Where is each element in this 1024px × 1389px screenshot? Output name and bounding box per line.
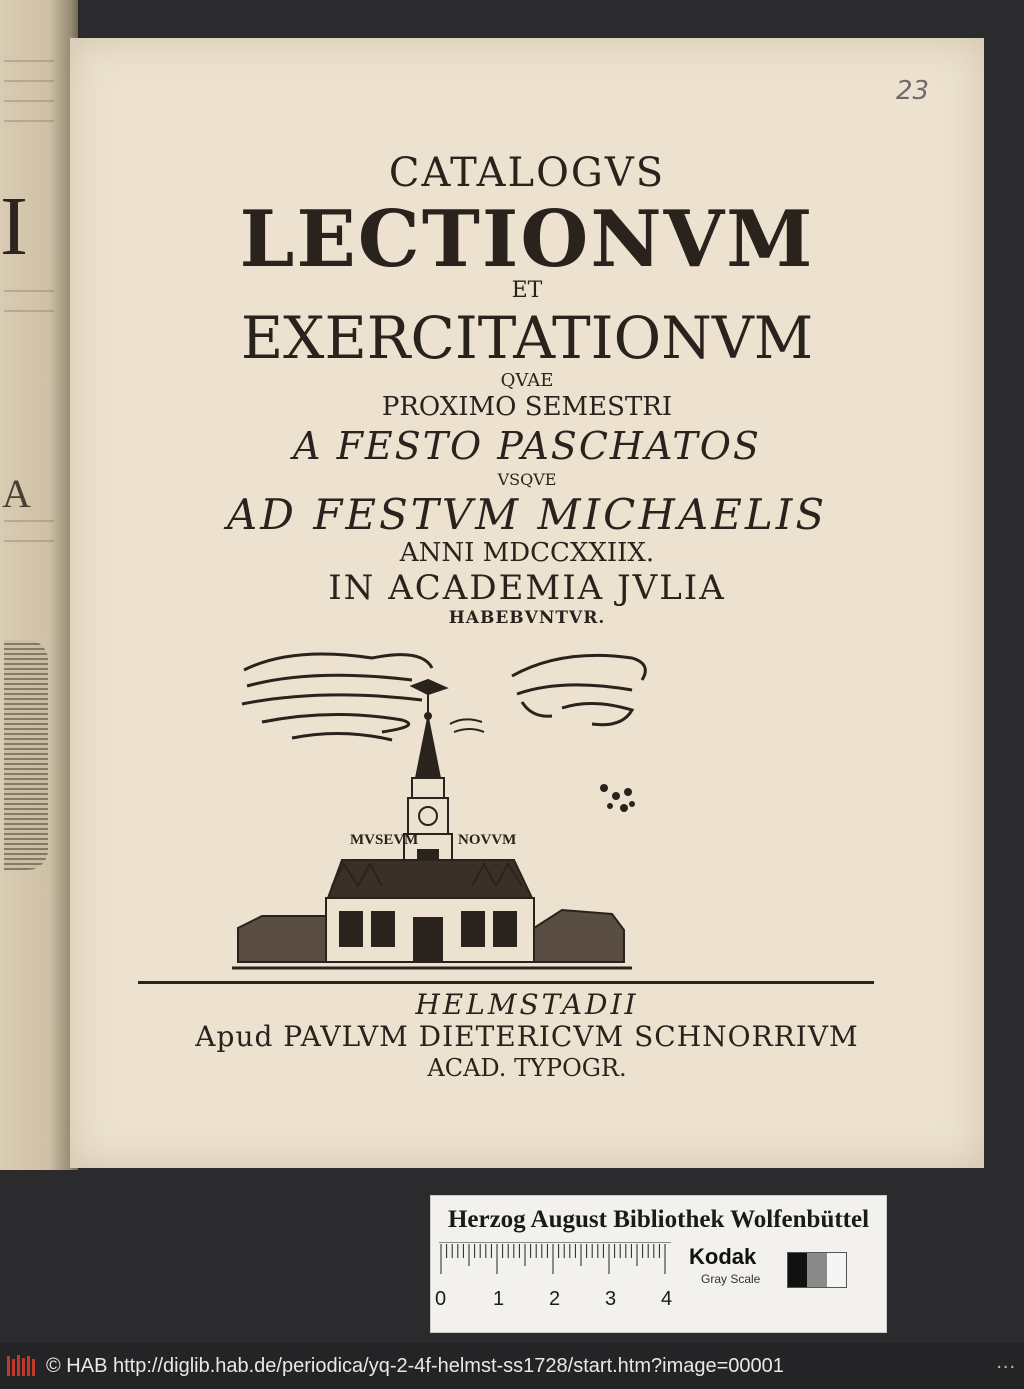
kodak-logo: Kodak	[689, 1244, 757, 1269]
swatch-white	[827, 1253, 846, 1287]
swatch-gray	[807, 1253, 826, 1287]
title-ad-festum: AD FESTVM MICHAELIS	[226, 490, 828, 539]
imprint-title: ACAD. TYPOGR.	[427, 1054, 627, 1082]
title-exercitationum: EXERCITATIONVM	[240, 304, 814, 372]
cloud-left	[242, 654, 432, 740]
hab-logo-icon	[6, 1353, 40, 1379]
woodcut-illustration	[232, 628, 792, 973]
text-line	[4, 520, 54, 522]
left-page-letter: I	[0, 180, 28, 273]
left-page-engraving	[4, 640, 48, 870]
gray-swatches	[787, 1252, 847, 1288]
birds	[600, 784, 635, 812]
copyright-url[interactable]: © HAB http://diglib.hab.de/periodica/yq-2-4f-helmst-ss1728/start.htm?image=00001	[46, 1355, 784, 1377]
title-lectionum: LECTIONVM	[239, 194, 815, 285]
text-line	[4, 540, 54, 542]
scale-number: 1	[493, 1288, 505, 1310]
library-name: Herzog August Bibliothek Wolfenbüttel	[447, 1206, 870, 1233]
library-scale-card	[430, 1195, 887, 1333]
title-habebuntur: HABEBVNTVR.	[448, 608, 606, 628]
footer-bar	[0, 1343, 1024, 1389]
swatch-black	[788, 1253, 807, 1287]
page-number-note: 23	[896, 76, 930, 106]
text-line	[4, 60, 54, 62]
more-icon[interactable]: ...	[996, 1351, 1016, 1373]
left-page-letter-2: A	[2, 471, 31, 516]
title-et: ET	[511, 278, 543, 303]
scale-number: 4	[661, 1288, 673, 1310]
title-quae: QVAE	[500, 370, 554, 391]
text-line	[4, 310, 54, 312]
title-festo: A FESTO PASCHATOS	[293, 424, 761, 468]
woodcut-label-right: NOVVM	[458, 832, 517, 848]
text-line	[4, 100, 54, 102]
title-proximo: PROXIMO SEMESTRI	[381, 392, 673, 422]
ruler-scale	[439, 1242, 671, 1284]
cloud-right	[512, 655, 645, 724]
title-anni: ANNI MDCCXXIIX.	[399, 538, 655, 568]
gray-scale-label: Gray Scale	[701, 1272, 761, 1286]
imprint-printer: Apud PAVLVM DIETERICVM SCHNORRIVM	[195, 1020, 859, 1053]
scale-number: 2	[549, 1288, 561, 1310]
horizontal-rule	[138, 981, 874, 984]
text-line	[4, 120, 54, 122]
text-line	[4, 80, 54, 82]
title-usque: VSQVE	[497, 470, 557, 489]
text-line	[4, 290, 54, 292]
small-cloud	[450, 719, 484, 732]
woodcut-label-left: MVSEVM	[350, 832, 419, 848]
title-academia: IN ACADEMIA JVLIA	[328, 568, 726, 608]
scale-number: 3	[605, 1288, 617, 1310]
imprint-place: HELMSTADII	[415, 988, 639, 1021]
scale-number: 0	[435, 1288, 447, 1310]
title-catalogus: CATALOGVS	[388, 150, 666, 196]
title-page	[70, 38, 984, 1168]
building	[232, 860, 632, 968]
